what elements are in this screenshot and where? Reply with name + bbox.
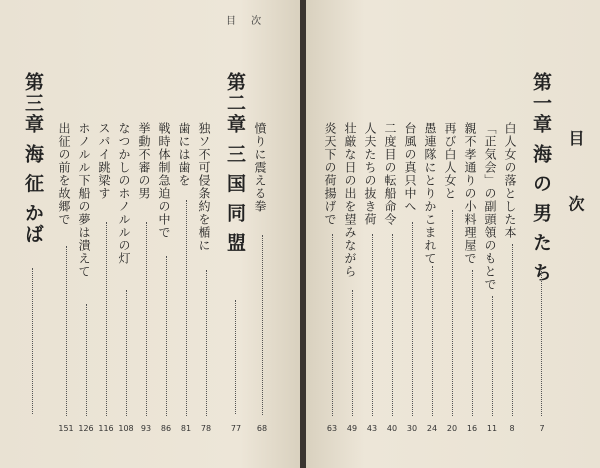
toc-entry-page: 24 (426, 424, 438, 433)
right-page (306, 0, 600, 468)
toc-entry-title: 親不孝通りの小料理屋で (463, 122, 477, 265)
toc-entry-title: 愚連隊にとりかこまれて (423, 122, 437, 265)
toc-entry-title: ホノルル下船の夢は潰えて (77, 122, 91, 278)
leader-dots (166, 256, 168, 416)
chapter-1-page: 7 (539, 424, 545, 433)
toc-entry-page: 16 (466, 424, 478, 433)
leader-dots (492, 296, 494, 416)
leader-dots (392, 234, 394, 416)
leader-dots (352, 290, 354, 416)
chapter-2-title: 第二章 三 国 同 盟 (224, 72, 246, 254)
toc-entry-page: 43 (366, 424, 378, 433)
toc-entry-page: 8 (509, 424, 515, 433)
toc-entry-page: 49 (346, 424, 358, 433)
toc-entry-page: 11 (486, 424, 498, 433)
toc-heading: 目 次 (566, 130, 585, 234)
leader-dots (32, 268, 34, 414)
toc-entry-title: 憤りに震える拳 (253, 122, 267, 213)
leader-dots (432, 266, 434, 416)
toc-entry-title: スパイ跳梁す (97, 122, 111, 200)
leader-dots (66, 246, 68, 416)
chapter-3-title: 第三章 海 征 かば (22, 72, 44, 245)
toc-entry-title: 独ソ不可侵条約を楯に (197, 122, 211, 252)
toc-entry-title: 壮厳な日の出を望みながら (343, 122, 357, 278)
toc-entry-title: 戦時体制急迫の中で (157, 122, 171, 239)
leader-dots (235, 300, 237, 414)
toc-entry-page: 68 (256, 424, 268, 433)
leader-dots (541, 268, 543, 416)
toc-entry-page: 108 (118, 424, 134, 433)
chapter-2-page: 77 (230, 424, 242, 433)
toc-entry-title: 「正気会」の副頭領のもとで (483, 122, 497, 291)
running-head: 目 次 (226, 16, 268, 27)
leader-dots (146, 222, 148, 416)
toc-entry-title: 炎天下の荷揚げで (323, 122, 337, 226)
leader-dots (412, 222, 414, 416)
toc-entry-page: 78 (200, 424, 212, 433)
leader-dots (126, 290, 128, 416)
toc-entry-page: 86 (160, 424, 172, 433)
leader-dots (332, 234, 334, 416)
leader-dots (206, 270, 208, 416)
toc-entry-page: 116 (98, 424, 114, 433)
toc-entry-title: 二度目の転船命令 (383, 122, 397, 226)
toc-entry-title: 白人女の落とした本 (503, 122, 517, 239)
leader-dots (452, 210, 454, 416)
toc-entry-page: 151 (58, 424, 74, 433)
toc-entry-page: 30 (406, 424, 418, 433)
toc-entry-page: 81 (180, 424, 192, 433)
toc-entry-title: 挙動不審の男 (137, 122, 151, 200)
toc-entry-page: 93 (140, 424, 152, 433)
toc-entry-title: 人夫たちの抜き荷 (363, 122, 377, 226)
toc-entry-page: 40 (386, 424, 398, 433)
leader-dots (186, 200, 188, 416)
leader-dots (512, 244, 514, 416)
toc-entry-page: 63 (326, 424, 338, 433)
toc-entry-title: 出征の前を故郷で (57, 122, 71, 226)
leader-dots (86, 304, 88, 416)
leader-dots (372, 234, 374, 416)
toc-entry-page: 126 (78, 424, 94, 433)
toc-entry-title: 再び白人女と (443, 122, 457, 200)
toc-entry-page: 20 (446, 424, 458, 433)
toc-entry-title: なつかしのホノルルの灯 (117, 122, 131, 265)
toc-entry-title: 歯には歯を (177, 122, 191, 187)
chapter-1-title: 第一章 海 の 男 た ち (530, 72, 552, 284)
leader-dots (106, 222, 108, 416)
leader-dots (262, 235, 264, 415)
toc-entry-title: 台風の真只中へ (403, 122, 417, 213)
leader-dots (472, 270, 474, 416)
